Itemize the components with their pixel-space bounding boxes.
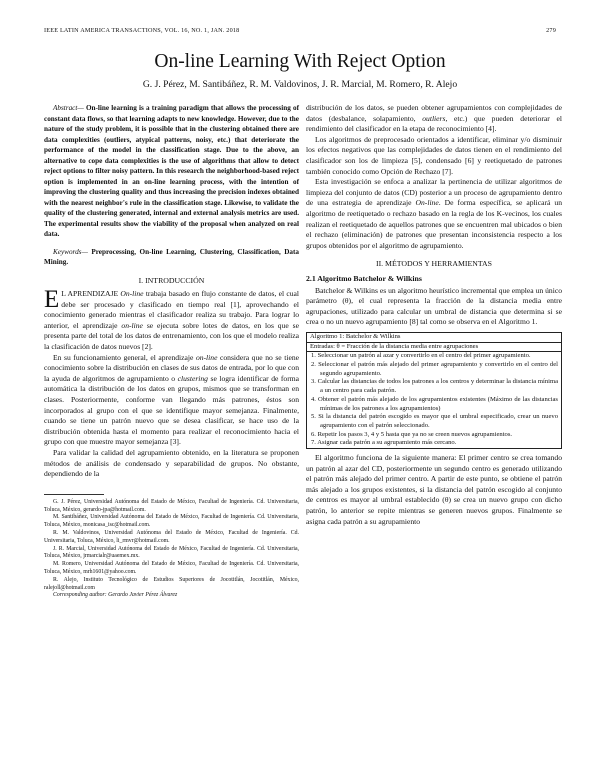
text-run: se logra identificar de forma automática la distribución de los datos en grupos, mismos que se transforman en clases. Posteriormente, conforme van llegando más patrones, éstos son incorporados al grupo con el que se identifique mayor semejanza. Finalmente, cuando se tiene un patrón nuevo que se desea clasificar, se hace uso de la distribución obtenida hasta el momento para realizar el reconocimiento hacia el grupo con que muestre mayor semejanza [3].	[44, 373, 300, 447]
algorithm-step: 6. Repetir los pasos 3, 4 y 5 hasta que ya no se creen nuevos agrupamientos.	[311, 430, 513, 438]
paper-title: On-line Learning With Reject Option	[154, 51, 446, 72]
algorithm-step: 7. Asignar cada patrón a su agrupamiento más cercano.	[311, 439, 457, 447]
text-run: . De forma específica, se aplicará un algoritmo de reetiquetado o rechazo basado en la regla de los K-vecinos, los cuales realizan el reetiquetado de aquellos patrones que se encuentren mal ubicados o bien el rechazo (eliminación) de patrones que presentan inconsistencia respecto a los grupos obtenidos por el algoritmo de agrupamiento.	[306, 198, 562, 250]
right-column	[306, 103, 562, 527]
section-heading-introduction: I. INTRODUCCIÓN	[138, 275, 205, 285]
text-run: On-line	[415, 198, 439, 208]
corresponding-author: Corresponding author: Gerardo Javier Pérez Álvarez	[53, 592, 178, 599]
algorithm-box	[306, 332, 562, 449]
algorithm-step: 4. Obtener el patrón más alejado de los agrupamientos existentes (Máximo de las distancias mínimas de los patrones a los agrupamientos)	[311, 395, 558, 412]
algorithm-step: 5. Si la distancia del patrón escogido es mayor que el umbral especificado, crear un nuevo agrupamiento con el patrón seleccionado.	[311, 413, 558, 429]
algorithm-step: 2. Seleccionar el patrón más alejado del primer agrupamiento y convertirlo en el centro del segundo agrupamiento.	[311, 360, 558, 377]
methods-paragraph-2: El algoritmo funciona de la siguiente manera: El primer centro se crea tomando un patrón al azar del CD, posteriormente un segundo centro es generado utilizando el patrón más alejado del primer centro. A partir de este punto, se obtiene el patrón más alejado a los grupos existentes, si la distancia del patrón escogido al conjunto de centros es mayor al umbral establecido (θ) se crea un nuevo grupo con dicho patrón, lo anterior se repite mientras se generen nuevos grupos. Finalmente se asigna cada patrón a su agrupamiento	[306, 453, 562, 526]
text-run: Esta investigación se enfoca a analizar la pertinencia de utilizar algoritmos de limpieza del conjunto de datos (CD) posterior a un proceso de agrupamiento dentro de una estrategia de aprendizaje	[306, 177, 562, 208]
text-run: , etc.) que pueden deteriorar el rendimiento del clasificador en la etapa de reconocimiento [4].	[306, 113, 562, 134]
text-run: clustering	[177, 373, 208, 383]
text-run: outliers	[422, 113, 446, 123]
intro-paragraph-5: Los algoritmos de preprocesado orientados a identificar, eliminar y/o disminuir los efectos negativos que las complejidades de datos tienen en el rendimiento del clasificador son los de limpieza [5], condensado [6] y reetiquetado de patrones también conocido como Opción de Rechazo [7].	[306, 134, 562, 176]
algorithm-step: 1. Seleccionar un patrón al azar y convertirlo en el centro del primer agrupamiento.	[311, 352, 531, 360]
left-column	[44, 103, 299, 600]
abstract-label: Abstract—	[53, 104, 84, 112]
text-run: on-line	[121, 320, 143, 330]
text-run: se ejecuta sobre lotes de datos, en los que se presenta parte del total de los datos de entrenamiento, con los que el modelo realiza la clasificación de datos nuevos [2].	[44, 320, 300, 352]
methods-paragraph-1: Batchelor & Wilkins es un algoritmo heurístico incremental que emplea un único parámetro (θ), el cual representa la fracción de la distancia media entre agrupaciones, utilizado para calcular un umbral de distancia que determina si se crea o no un nuevo agrupamiento [8] tal como se observa en el Algoritmo 1.	[306, 285, 562, 327]
algorithm-title: Algoritmo 1: Batchelor & Wilkins	[307, 333, 561, 343]
intro-paragraph-1	[44, 286, 300, 353]
footnote-rule	[44, 494, 104, 495]
text-run: on-line	[195, 352, 218, 362]
drop-cap: E	[44, 286, 60, 314]
keywords-text: Preprocessing, On-line Learning, Clustering, Classification, Data Mining.	[44, 247, 299, 266]
footnote: M. Santibáñez, Universidad Autónoma del Estado de México, Facultad de Ingeniería. Cd. Universitaria, Toluca, México, monicasa_isc@hotmail.com.	[44, 514, 299, 529]
author-list: G. J. Pérez, M. Santibáñez, R. M. Valdovinos, J. R. Marcial, M. Romero, R. Alejo	[142, 79, 458, 90]
footnote: R. M. Valdovinos, Universidad Autónoma del Estado de México, Facultad de Ingeniería. Cd. Universitaria, Toluca, México, li_rmvr@hotmail.com.	[44, 529, 299, 544]
algorithm-steps	[307, 352, 561, 448]
footnote: J. R. Marcial, Universidad Autónoma del Estado de México, Facultad de Ingeniería. Cd. Universitaria, Toluca, México, jrmarcialr@uaemex.mx.	[44, 545, 299, 560]
abstract	[44, 103, 299, 240]
text-run: trabaja basado en flujo constante de datos, el cual debe ser procesado y clasificado en tiempo real [1], aprovechando el conocimiento generado mientras el clasificador realiza su trabajo. Para lograr lo anterior, el aprendizaje	[44, 289, 299, 330]
text-run: distribución de los datos, se pueden obtener agrupamientos con complejidades de datos (desbalance, solapamiento,	[306, 103, 562, 123]
footnote: G. J. Pérez, Universidad Autónoma del Estado de México, Facultad de Ingeniería. Cd. Universitaria, Toluca, México, gerardo-jpa@hotmail.com.	[44, 498, 299, 513]
keywords	[44, 247, 299, 268]
page-number: 279	[546, 27, 556, 34]
intro-paragraph-2	[44, 353, 299, 448]
abstract-text: On-line learning is a training paradigm that allows the processing of constant data flows, so that learning adapts to new knowledge. However, due to the nature of the study problem, it is possible that in the clustering obtained there are data complexities (outliers, atypical patterns, noisy, etc.) that deteriorate the performance of the model in the classification stage. Due to the above, an alternative to cope data complexities is the use of algorithms that allow to detect reject options to filter noisy pattern. In this research the neighborhood-based reject option is implemented in an on-line learning process, with the intention of improving the clustering quality and thus increasing the precision indexes obtained with the nearest neighbor's rule in the classification stage. Likewise, to validate the quality of the clustering generated, internal and external analysis metrics are used. The experimental results show the viability of the proposal when analyzed on real data.	[44, 104, 299, 238]
text-run: On-line	[120, 289, 144, 299]
intro-paragraph-3: Para validar la calidad del agrupamiento obtenido, en la literatura se proponen métodos de análisis de condensado y separabilidad de grupos. No obstante, dependiendo de la	[44, 448, 299, 479]
algorithm-input: Entradas: θ = Fracción de la distancia media entre agrupaciones	[307, 343, 561, 353]
intro-paragraph-6	[306, 177, 562, 251]
keywords-label: Keywords—	[53, 247, 88, 256]
algorithm-step: 3. Calcular las distancias de todos los patrones a los centros y determinar la distancia mínima a un centro para cada patrón.	[311, 378, 558, 395]
footnote: R. Alejo, Instituto Tecnológico de Estudios Superiores de Jocotitlán, Jocotitlán, México, ralejoll@hotmail.com	[44, 576, 299, 591]
text-run: considera que no se tiene conocimiento sobre la distribución en clases de sus datos de entrada, por lo que con la ayuda de algoritmos de agrupamiento o	[44, 352, 299, 383]
section-heading-methods: II. MÉTODOS Y HERRAMIENTAS	[375, 259, 493, 269]
intro-paragraph-4	[306, 103, 562, 135]
journal-name: IEEE LATIN AMERICA TRANSACTIONS, VOL. 16, NO. 1, JAN. 2018	[44, 27, 240, 34]
text-run: En su funcionamiento general, el aprendizaje	[53, 352, 196, 362]
subsection-heading: 2.1 Algoritmo Batchelor & Wilkins	[306, 273, 422, 283]
footnote: M. Romero, Universidad Autónoma del Estado de México, Facultad de Ingeniería. Cd. Universitaria, Toluca, México, mrh1601@yahoo.com.	[44, 561, 299, 575]
text-run: L APRENDIZAJE	[61, 289, 121, 299]
running-header	[44, 27, 556, 34]
